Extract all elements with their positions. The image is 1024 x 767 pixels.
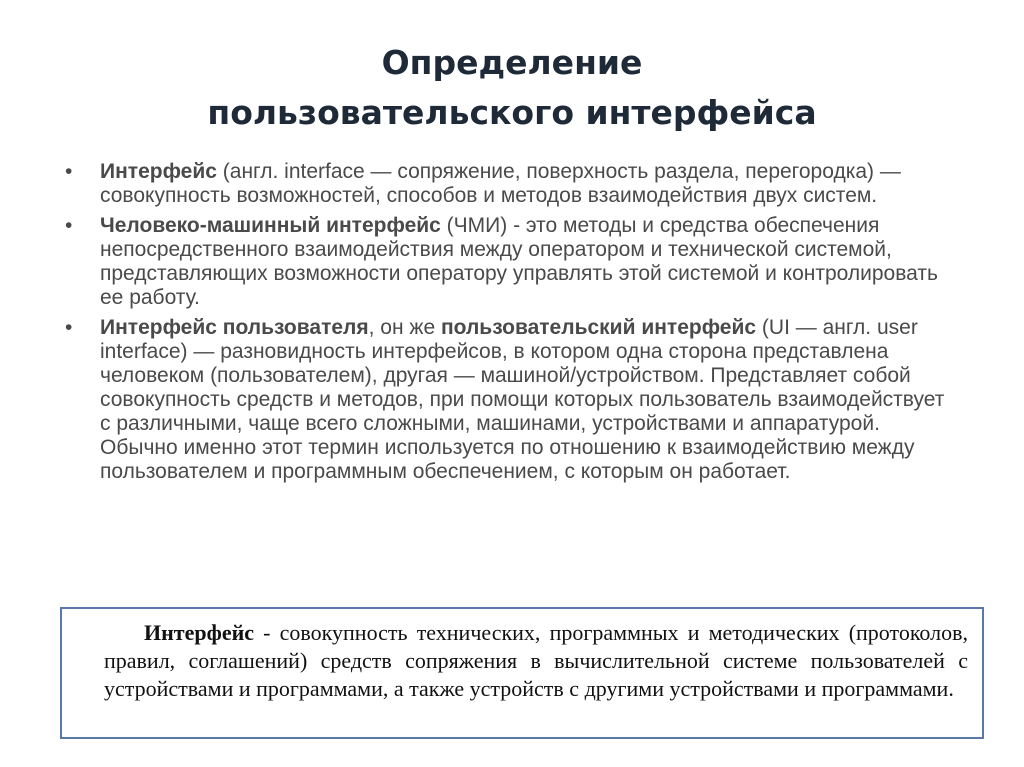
- definition-box: [60, 607, 984, 739]
- slide-title-line-2: пользовательского интерфейса: [207, 93, 817, 132]
- bullet-item-hmi: [60, 214, 960, 310]
- bullet-item-interface: [60, 160, 960, 208]
- bullet-term-secondary: пользовательский интерфейс: [440, 316, 757, 339]
- bullet-term: Интерфейс: [100, 160, 217, 183]
- bullet-term: Человеко-машинный интерфейс: [100, 214, 441, 237]
- bullet-text: (ЧМИ) - это методы и средства обеспечения непосредственного взаимодействия между оператором и технической системой, представляющих возможности оператору управлять этой системой и контролировать ее работу.: [100, 214, 938, 309]
- definition-text: - совокупность технических, программных и методических (протоколов, правил, соглашений) средств сопряжения в вычислительной системе пользователей с устройствами и программами, а также устройств с другими устройствами и программами.: [104, 620, 968, 701]
- slide-title: [0, 38, 1024, 138]
- bullet-term: Интерфейс пользователя: [100, 316, 369, 339]
- bullet-text: (англ. interface — сопряжение, поверхность раздела, перегородка) — совокупность возможностей, способов и методов взаимодействия двух систем.: [100, 160, 901, 207]
- bullet-dot-icon: •: [65, 316, 73, 339]
- bullet-dot-icon: •: [65, 160, 73, 183]
- bullet-dot-icon: •: [65, 214, 73, 237]
- definition-term: Интерфейс: [144, 620, 255, 645]
- bullet-item-user-interface: [60, 316, 960, 484]
- slide-title-line-1: Определение: [381, 43, 643, 82]
- bullet-list: [60, 160, 960, 490]
- bullet-connector-text: , он же: [368, 316, 441, 339]
- bullet-text: (UI — англ. user interface) — разновидность интерфейсов, в котором одна сторона представлена человеком (пользователем), другая — машиной/устройством. Представляет собой совокупность средств и методов, при помощи которых пользователь взаимодействует с различными, чаще всего сложными, машинами, устройствами и аппаратурой. Обычно именно этот термин используется по отношению к взаимодействию между пользователем и программным обеспечением, с которым он работает.: [100, 316, 945, 483]
